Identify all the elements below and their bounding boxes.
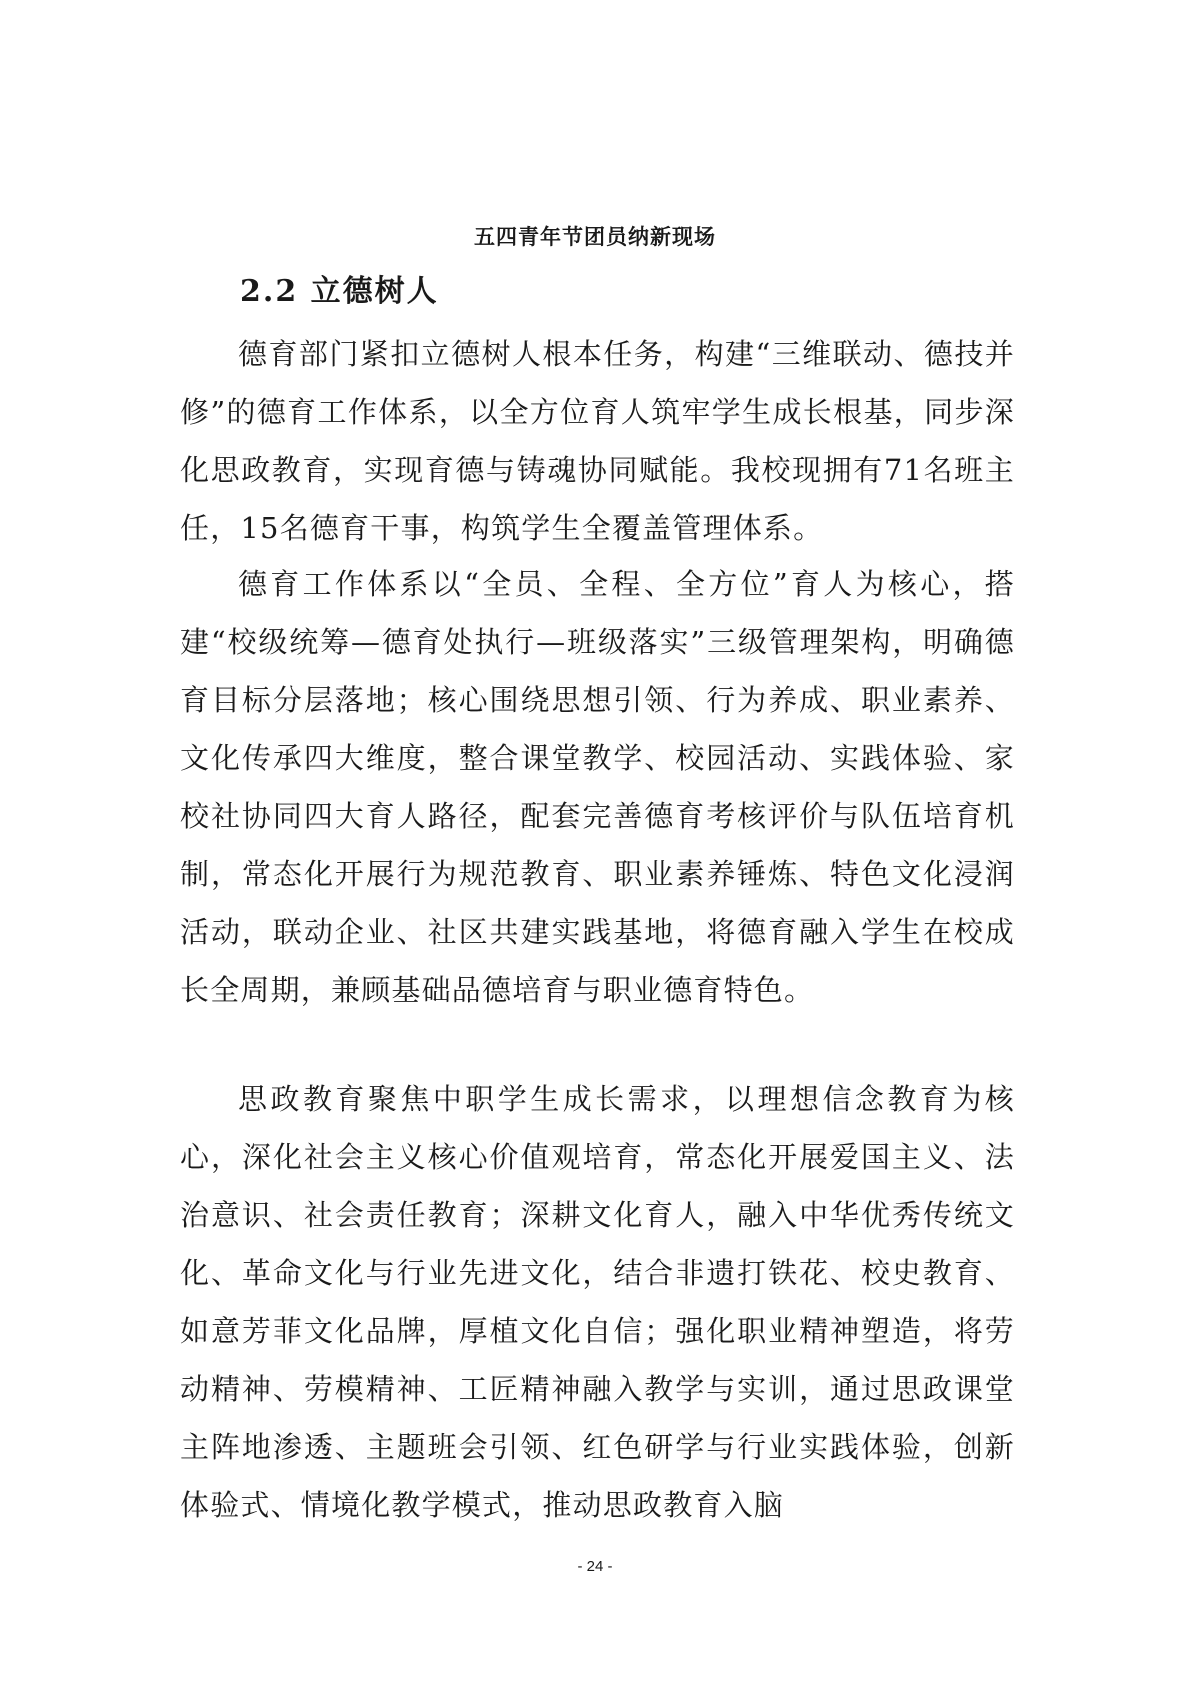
photo-caption: 五四青年节团员纳新现场	[474, 224, 716, 249]
page-number: - 24 -	[577, 1558, 613, 1575]
paragraph-moral-education-system: 德育工作体系以“全员、全程、全方位”育人为核心，搭建“校级统筹—德育处执行—班级落实”三级管理架构，明确德育目标分层落地；核心围绕思想引领、行为养成、职业素养、文化传承四大维度，整合课堂教学、校园活动、实践体验、家校社协同四大育人路径，配套完善德育考核评价与队伍培育机制，常态化开展行为规范教育、职业素养锤炼、特色文化浸润活动，联动企业、社区共建实践基地，将德育融入学生在校成长全周期，兼顾基础品德培育与职业德育特色。	[180, 567, 1015, 1007]
paragraph-ideological-education: 思政教育聚焦中职学生成长需求，以理想信念教育为核心，深化社会主义核心价值观培育，常态化开展爱国主义、法治意识、社会责任教育；深耕文化育人，融入中华优秀传统文化、革命文化与行业先进文化，结合非遗打铁花、校史教育、如意芳菲文化品牌，厚植文化自信；强化职业精神塑造，将劳动精神、劳模精神、工匠精神融入教学与实训，通过思政课堂主阵地渗透、主题班会引领、红色研学与行业实践体验，创新体验式、情境化教学模式，推动思政教育入脑	[180, 1082, 1015, 1522]
paragraph-moral-education-overview: 德育部门紧扣立德树人根本任务，构建“三维联动、德技并修”的德育工作体系，以全方位育人筑牢学生成长根基，同步深化思政教育，实现育德与铸魂协同赋能。我校现拥有71名班主任，15名德育干事，构筑学生全覆盖管理体系。	[180, 337, 1015, 545]
section-heading: 2.2 立德树人	[240, 274, 439, 309]
